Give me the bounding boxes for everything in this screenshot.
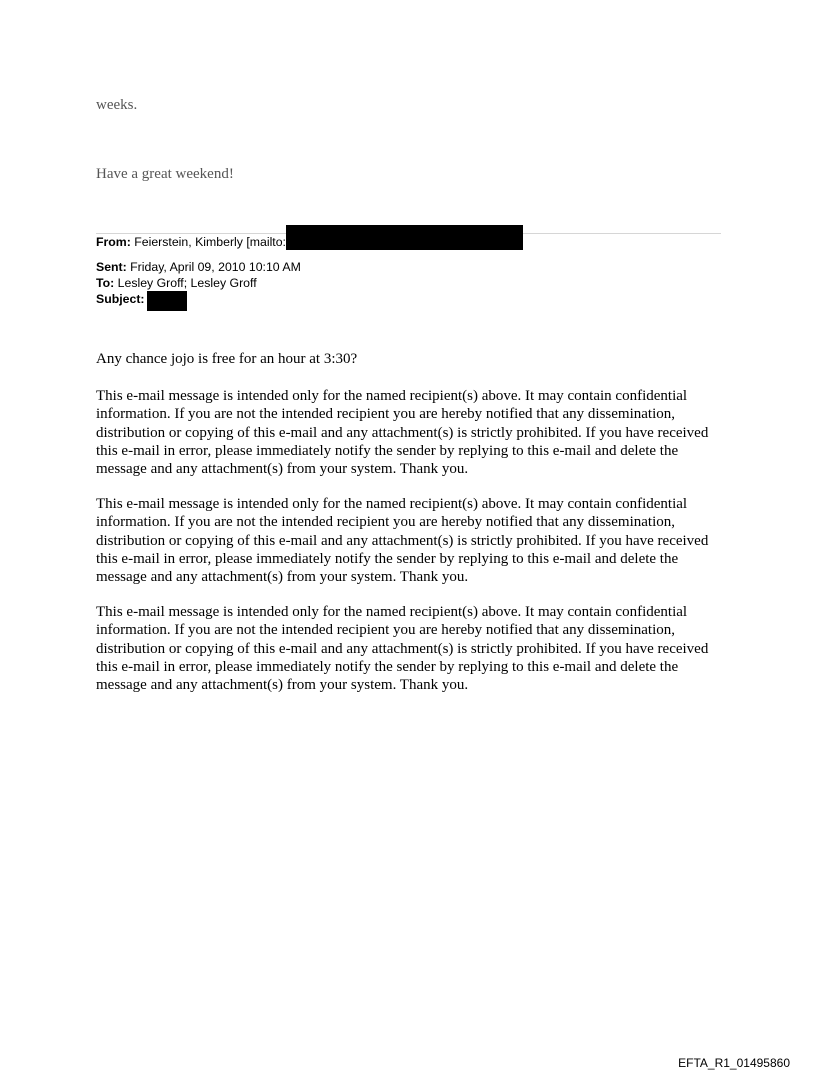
email-header	[96, 234, 721, 311]
confidentiality-disclaimer: This e-mail message is intended only for the named recipient(s) above. It may contain confidential information. If you are not the intended recipient you are hereby notified that any dissemination, distribution or copying of this e-mail and any attachment(s) is strictly prohibited. If you have received this e-mail in error, please immediately notify the sender by replying to this e-mail and delete the message and any attachment(s) from your system. Thank you.	[96, 496, 709, 586]
from-row	[96, 234, 721, 259]
document-id: EFTA_R1_01495860	[678, 1056, 790, 1070]
confidentiality-disclaimer: This e-mail message is intended only for the named recipient(s) above. It may contain confidential information. If you are not the intended recipient you are hereby notified that any dissemination, distribution or copying of this e-mail and any attachment(s) is strictly prohibited. If you have received this e-mail in error, please immediately notify the sender by replying to this e-mail and delete the message and any attachment(s) from your system. Thank you.	[96, 388, 709, 478]
redaction-block	[147, 291, 187, 311]
reply-fragment-text: weeks.	[96, 97, 138, 113]
subject-row	[96, 291, 721, 311]
redaction-block	[286, 225, 523, 250]
sent-label: Sent:	[96, 260, 127, 274]
reply-closing-text: Have a great weekend!	[96, 166, 234, 182]
to-row	[96, 275, 721, 291]
to-value: Lesley Groff; Lesley Groff	[117, 276, 257, 290]
subject-label: Subject:	[96, 292, 145, 306]
sent-value: Friday, April 09, 2010 10:10 AM	[130, 260, 301, 274]
from-value: Feierstein, Kimberly [mailto:	[134, 235, 286, 249]
to-label: To:	[96, 276, 115, 290]
sent-row	[96, 259, 721, 275]
from-label: From:	[96, 235, 131, 249]
confidentiality-disclaimer: This e-mail message is intended only for the named recipient(s) above. It may contain confidential information. If you are not the intended recipient you are hereby notified that any dissemination, distribution or copying of this e-mail and any attachment(s) is strictly prohibited. If you have received this e-mail in error, please immediately notify the sender by replying to this e-mail and delete the message and any attachment(s) from your system. Thank you.	[96, 604, 709, 694]
message-body: Any chance jojo is free for an hour at 3:30?	[96, 351, 358, 367]
